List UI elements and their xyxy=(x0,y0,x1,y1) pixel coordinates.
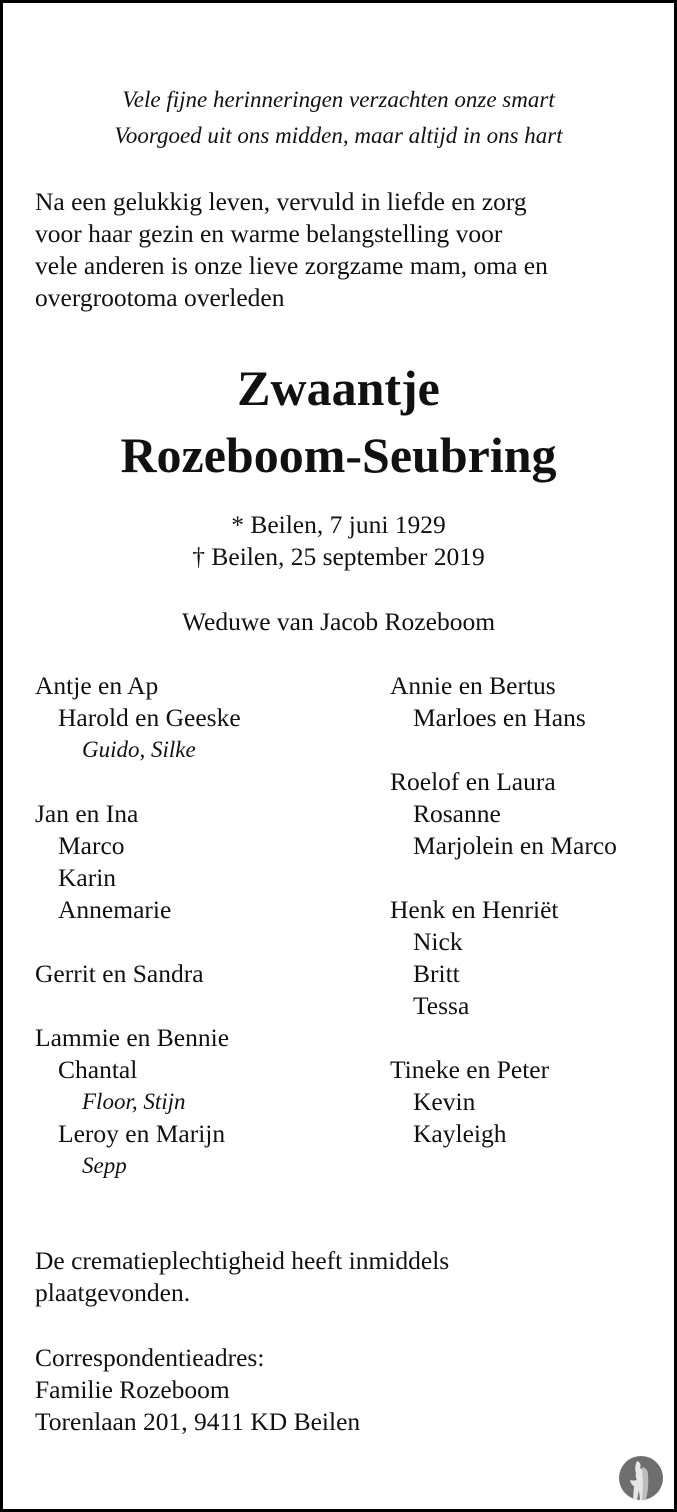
grandchild: Leroy en Marijn xyxy=(58,1119,226,1148)
announcement-line: Na een gelukkig leven, vervuld in liefde en zorg xyxy=(35,187,527,216)
grandchild: Harold en Geeske xyxy=(58,703,241,732)
cremation-line: De crematieplechtigheid heeft inmiddels xyxy=(35,1246,450,1275)
deceased-surname: Rozeboom-Seubring xyxy=(120,427,557,483)
spacer xyxy=(35,766,241,798)
birth-date: * Beilen, 7 juni 1929 xyxy=(231,510,446,539)
announcement-line: voor haar gezin en warme belangstelling voor xyxy=(35,219,503,248)
grandchild: Marloes en Hans xyxy=(413,703,586,732)
family-couple: Annie en Bertus xyxy=(390,671,556,700)
death-date: † Beilen, 25 september 2019 xyxy=(192,542,485,571)
grandchild: Nick xyxy=(413,927,463,956)
family-couple: Jan en Ina xyxy=(35,799,139,828)
memorial-logo-icon xyxy=(618,1455,664,1501)
family-couple: Antje en Ap xyxy=(35,671,159,700)
great-grandchildren: Sepp xyxy=(82,1153,127,1178)
announcement-line: overgrootoma overleden xyxy=(35,283,285,312)
family-couple: Henk en Henriët xyxy=(390,895,559,924)
family-couple: Roelof en Laura xyxy=(390,767,556,796)
grandchild: Tessa xyxy=(413,991,470,1020)
grandchild: Annemarie xyxy=(58,895,172,924)
family-couple: Gerrit en Sandra xyxy=(35,959,204,988)
grandchild: Marco xyxy=(58,831,125,860)
intro-line: Voorgoed uit ons midden, maar altijd in ons hart xyxy=(114,123,563,148)
address-label: Correspondentieadres: xyxy=(35,1343,265,1372)
address-street: Torenlaan 201, 9411 KD Beilen xyxy=(35,1407,361,1436)
spacer xyxy=(390,862,617,894)
deceased-first-name: Zwaantje xyxy=(237,360,440,416)
grandchild: Marjolein en Marco xyxy=(413,831,617,860)
grandchild: Britt xyxy=(413,959,460,988)
address-name: Familie Rozeboom xyxy=(35,1375,230,1404)
grandchild: Kayleigh xyxy=(413,1119,507,1148)
spacer xyxy=(35,990,241,1022)
intro-line: Vele fijne herinneringen verzachten onze smart xyxy=(122,87,555,112)
family-couple: Tineke en Peter xyxy=(390,1055,550,1084)
announcement-line: vele anderen is onze lieve zorgzame mam, oma en xyxy=(35,251,548,280)
great-grandchildren: Guido, Silke xyxy=(82,737,196,762)
grandchild: Rosanne xyxy=(413,799,501,828)
widow-of: Weduwe van Jacob Rozeboom xyxy=(181,607,496,636)
spacer xyxy=(35,926,241,958)
cremation-line: plaatgevonden. xyxy=(35,1278,191,1307)
grandchild: Chantal xyxy=(58,1055,138,1084)
grandchild: Kevin xyxy=(413,1087,476,1116)
grandchild: Karin xyxy=(58,863,117,892)
family-couple: Lammie en Bennie xyxy=(35,1023,230,1052)
spacer xyxy=(390,1022,617,1054)
great-grandchildren: Floor, Stijn xyxy=(82,1089,186,1114)
family-column-right xyxy=(390,670,617,1150)
spacer xyxy=(390,734,617,766)
family-column-left xyxy=(35,670,241,1182)
